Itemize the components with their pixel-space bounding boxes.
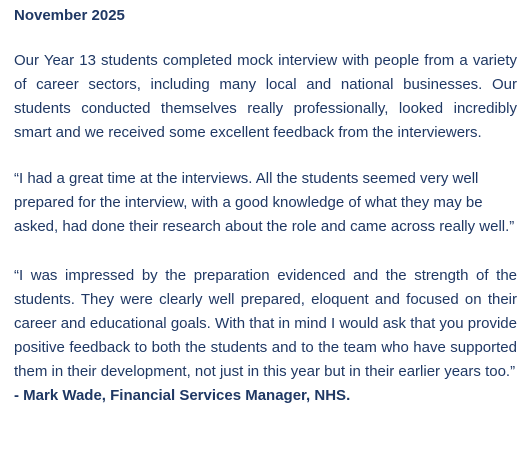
newsletter-article [14,0,517,408]
article-date-heading: November 2025 [14,7,125,24]
quote-paragraph-2: “I was impressed by the preparation evidenced and the strength of the students. They were clearly well prepared, eloquent and focused on their career and educational goals. With that in mind I would ask that you provide positive feedback to both the students and to the team who have supported them in their development, not just in this year but in their earlier years too.” [14,267,517,380]
quote-paragraph-1: “I had a great time at the interviews. All the students seemed very well prepared for the interview, with a good knowledge of what they may be asked, had done their research about the role and came across really well.” [14,170,515,235]
intro-paragraph: Our Year 13 students completed mock interview with people from a variety of career sectors, including many local and national businesses. Our students conducted themselves really professionally, looked incredibly smart and we received some excellent feedback from the interviewers. [14,52,517,141]
quote-attribution: - Mark Wade, Financial Services Manager, NHS. [14,387,351,404]
